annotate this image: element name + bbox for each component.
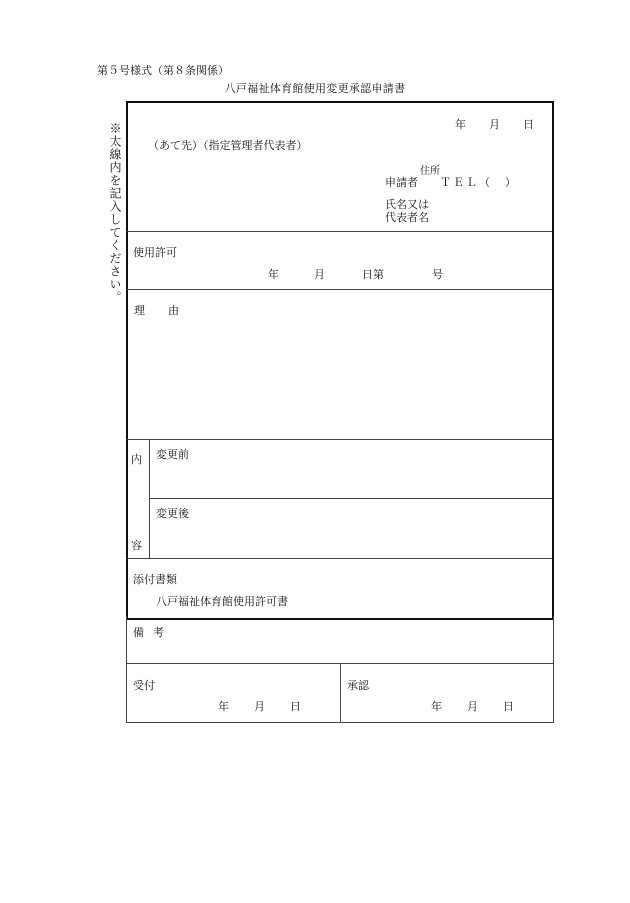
approval-month: 月 bbox=[467, 700, 478, 713]
applicant-label: 申請者 bbox=[385, 176, 418, 189]
permit-year: 年 bbox=[268, 268, 279, 281]
form-title: 八戸福祉体育館使用変更承認申請書 bbox=[224, 82, 406, 95]
address-label: 住所 bbox=[420, 166, 440, 177]
divider-before-after bbox=[149, 498, 552, 499]
date-day: 日 bbox=[523, 118, 534, 131]
approval-day: 日 bbox=[503, 700, 514, 713]
divider-reception-approval bbox=[340, 663, 341, 722]
addressee-label: （あて先）（指定管理者代表者） bbox=[148, 139, 308, 152]
permit-month: 月 bbox=[314, 268, 325, 281]
reception-label: 受付 bbox=[133, 679, 155, 692]
permit-day-no: 日第 bbox=[362, 268, 384, 281]
divider-reason bbox=[127, 439, 552, 440]
tel-label: ＴＥＬ（ ） bbox=[440, 176, 518, 189]
remarks-label-1: 備 bbox=[133, 626, 144, 639]
reception-year: 年 bbox=[218, 700, 229, 713]
content-label-bottom: 容 bbox=[131, 539, 142, 552]
approval-year: 年 bbox=[431, 700, 442, 713]
form-number-label: 第５号様式（第８条関係） bbox=[97, 64, 229, 77]
divider-applicant bbox=[127, 231, 552, 232]
divider-content bbox=[127, 558, 552, 559]
permit-label: 使用許可 bbox=[133, 246, 177, 259]
content-label-top: 内 bbox=[131, 453, 142, 466]
name-label-2: 代表者名 bbox=[385, 211, 429, 224]
reception-month: 月 bbox=[254, 700, 265, 713]
attachment-item: 八戸福祉体育館使用許可書 bbox=[156, 595, 288, 608]
remarks-label-2: 考 bbox=[153, 626, 164, 639]
date-month: 月 bbox=[489, 118, 500, 131]
attachments-label: 添付書類 bbox=[133, 573, 177, 586]
reason-label-1: 理 bbox=[134, 304, 145, 317]
permit-number: 号 bbox=[432, 268, 443, 281]
before-label: 変更前 bbox=[156, 448, 189, 461]
date-year: 年 bbox=[455, 118, 466, 131]
reason-label-2: 由 bbox=[168, 304, 179, 317]
side-note: ※太線内を記入してください。 bbox=[108, 122, 122, 304]
content-label-divider bbox=[149, 439, 150, 558]
reception-day: 日 bbox=[290, 700, 301, 713]
name-label-1: 氏名又は bbox=[385, 198, 429, 211]
after-label: 変更後 bbox=[156, 507, 189, 520]
approval-label: 承認 bbox=[347, 679, 369, 692]
divider-permit bbox=[127, 289, 552, 290]
